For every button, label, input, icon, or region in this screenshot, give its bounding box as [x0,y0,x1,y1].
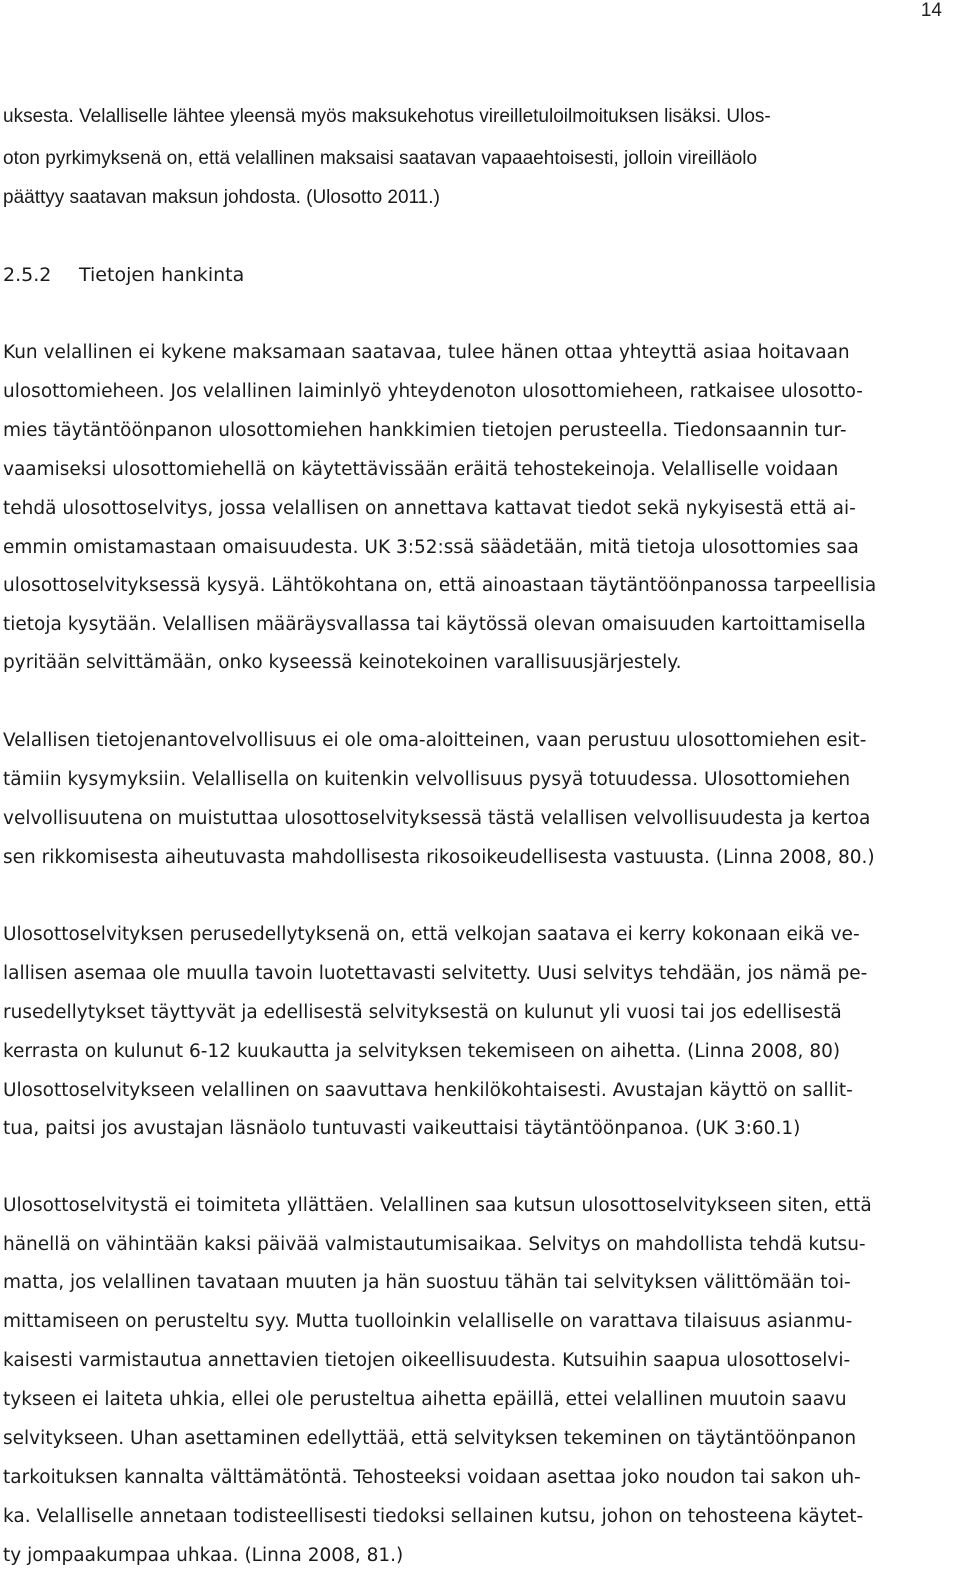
text-line: tarkoituksen kannalta välttämätöntä. Tehosteeksi voidaan asettaa joko noudon tai sakon uh- [3,1467,861,1488]
text-line: kerrasta on kulunut 6-12 kuukautta ja selvityksen tekemiseen on aihetta. (Linna 2008, 80) [3,1041,841,1062]
text-line: mies täytäntöönpanon ulosottomiehen hankkimien tietojen perusteella. Tiedonsaannin tur- [3,420,847,441]
text-line: velvollisuutena on muistuttaa ulosottoselvityksessä tästä velallisen velvollisuudesta ja kertoa [3,808,871,829]
text-line: rusedellytykset täyttyvät ja edellisestä selvityksestä on kulunut yli vuosi tai jos edellisestä [3,1002,842,1023]
text-line: tämiin kysymyksiin. Velallisella on kuitenkin velvollisuus pysyä totuudessa. Ulosottomiehen [3,769,851,790]
text-line: hänellä on vähintään kaksi päivää valmistautumisaikaa. Selvitys on mahdollista tehdä kutsu- [3,1234,866,1255]
text-line: Ulosottoselvitykseen velallinen on saavuttava henkilökohtaisesti. Avustajan käyttö on sallit- [3,1080,853,1101]
text-line: mittamiseen on perusteltu syy. Mutta tuolloinkin velalliselle on varattava tilaisuus asianmu- [3,1311,853,1332]
text-line: tua, paitsi jos avustajan läsnäolo tuntuvasti vaikeuttaisi täytäntöönpanoa. (UK 3:60.1) [3,1118,801,1139]
text-line: lallisen asemaa ole muulla tavoin luotettavasti selvitetty. Uusi selvitys tehdään, jos nämä pe- [3,963,868,984]
text-line: Ulosottoselvityksen perusedellytyksenä on, että velkojan saatava ei kerry kokonaan eikä ve- [3,924,860,945]
text-line: tietoja kysytään. Velallisen määräysvallassa tai käytössä olevan omaisuuden kartoittamisella [3,614,866,635]
section-title: Tietojen hankinta [79,264,245,286]
text-line: ulosottoselvityksessä kysyä. Lähtökohtana on, että ainoastaan täytäntöönpanossa tarpeellisia [3,575,877,596]
text-line: uksesta. Velalliselle lähtee yleensä myös maksukehotus vireilletuloilmoituksen lisäksi. Ulos- [3,106,771,127]
section-heading [3,263,953,287]
section-number: 2.5.2 [3,264,52,286]
text-line: vaamiseksi ulosottomiehellä on käytettävissään eräitä tehostekeinoja. Velalliselle voidaan [3,459,839,480]
text-line: Ulosottoselvitystä ei toimiteta yllättäen. Velallinen saa kutsun ulosottoselvitykseen siten, että [3,1195,872,1216]
text-line: ty jompaakumpaa uhkaa. (Linna 2008, 81.) [3,1545,404,1566]
text-line: pyritään selvittämään, onko kyseessä keinotekoinen varallisuusjärjestely. [3,652,682,673]
text-line: sen rikkomisesta aiheutuvasta mahdollisesta rikosoikeudellisesta vastuusta. (Linna 2008, 80.) [3,847,875,868]
text-line: ulosottomieheen. Jos velallinen laiminlyö yhteydenoton ulosottomieheen, ratkaisee ulosotto- [3,381,863,402]
text-line: päättyy saatavan maksun johdosta. (Ulosotto 2011.) [3,187,440,208]
text-line: oton pyrkimyksenä on, että velallinen maksaisi saatavan vapaaehtoisesti, jolloin vireilläolo [3,148,758,169]
text-line: ka. Velalliselle annetaan todisteellisesti tiedoksi sellainen kutsu, johon on tehosteena käytet- [3,1506,864,1527]
text-line: selvitykseen. Uhan asettaminen edellyttää, että selvityksen tekeminen on täytäntöönpanon [3,1428,857,1449]
page-number: 14 [920,0,942,21]
text-line: Kun velallinen ei kykene maksamaan saatavaa, tulee hänen ottaa yhteyttä asiaa hoitavaan [3,342,850,363]
text-line: tykseen ei laiteta uhkia, ellei ole perusteltua aihetta epäillä, ettei velallinen muutoin saavu [3,1389,847,1410]
text-line: emmin omistamastaan omaisuudesta. UK 3:52:ssä säädetään, mitä tietoja ulosottomies saa [3,537,859,558]
text-line: matta, jos velallinen tavataan muuten ja hän suostuu tähän tai selvityksen välittömään toi- [3,1272,851,1293]
text-line: kaisesti varmistautua annettavien tietojen oikeellisuudesta. Kutsuihin saapua ulosottoselvi- [3,1350,851,1371]
text-line: Velallisen tietojenantovelvollisuus ei ole oma-aloitteinen, vaan perustuu ulosottomiehen esit- [3,730,867,751]
text-line: tehdä ulosottoselvitys, jossa velallisen on annettava kattavat tiedot sekä nykyisestä että ai- [3,498,856,519]
